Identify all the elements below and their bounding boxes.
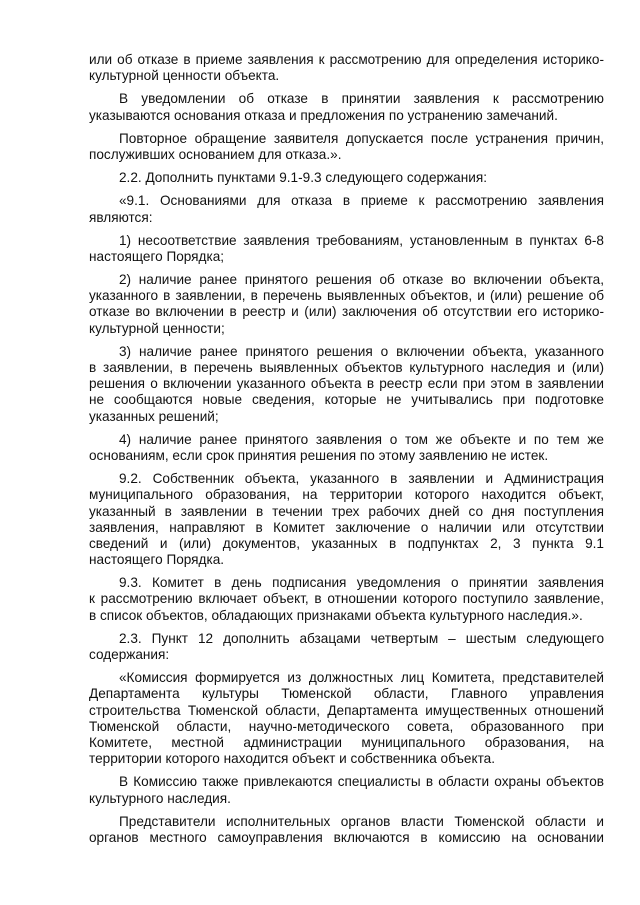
- paragraph: [89, 193, 604, 225]
- text-line: настоящего Порядка;: [89, 248, 225, 264]
- paragraph: [89, 170, 604, 186]
- text-line: муниципального образования, на территории которого находится объект,: [89, 487, 604, 503]
- text-line: «Комиссия формируется из должностных лиц Комитета, представителей: [119, 670, 604, 686]
- text-line: культурной ценности;: [89, 320, 225, 336]
- text-line: Представители исполнительных органов власти Тюменской области и: [119, 813, 604, 829]
- paragraph: [89, 631, 604, 663]
- text-line: 2.2. Дополнить пунктами 9.1-9.3 следующего содержания:: [119, 170, 487, 186]
- text-line: указанного в заявлении, в перечень выявленных объектов, и (или) решение об: [89, 288, 604, 304]
- text-line: органов местного самоуправления включаются в комиссию на основании: [89, 829, 604, 845]
- text-line: 2) наличие ранее принятого решения об отказе во включении объекта,: [119, 272, 604, 288]
- text-line: 1) несоответствие заявления требованиям, установленным в пунктах 6-8: [119, 232, 604, 248]
- text-line: в список объектов, обладающих признаками объекта культурного наследия.».: [89, 607, 583, 623]
- text-line: к рассмотрению включает объект, в отношении которого поступило заявление,: [89, 591, 604, 607]
- text-line: 9.3. Комитет в день подписания уведомления о принятии заявления: [119, 575, 604, 591]
- text-line: указываются основания отказа и предложения по устранению замечаний.: [89, 107, 558, 123]
- paragraph: [89, 575, 604, 624]
- text-line: Департамента культуры Тюменской области, Главного управления: [89, 686, 604, 702]
- text-line: послуживших основанием для отказа.».: [89, 146, 342, 162]
- text-line: 4) наличие ранее принятого заявления о том же объекте и по тем же: [119, 431, 604, 447]
- text-line: Повторное обращение заявителя допускается после устранения причин,: [119, 130, 604, 146]
- text-line: основаниям, если срок принятия решения по этому заявлению не истек.: [89, 447, 549, 463]
- text-line: Тюменской области, научно-методического совета, образованного при: [89, 718, 604, 734]
- text-line: строительства Тюменской области, Департамента имущественных отношений: [89, 702, 604, 718]
- text-line: или об отказе в приеме заявления к рассмотрению для определения историко-: [89, 52, 604, 67]
- paragraph: [89, 471, 604, 568]
- text-line: культурной ценности объекта.: [89, 68, 280, 84]
- text-line: В Комиссию также привлекаются специалисты в области охраны объектов: [119, 774, 604, 790]
- paragraph: [89, 774, 604, 806]
- text-line: в заявлении, в перечень выявленных объектов культурного наследия и (или): [89, 360, 604, 375]
- paragraph: [89, 432, 604, 464]
- paragraph: [89, 670, 604, 767]
- text-line: указанный в заявлении в течении трех рабочих дней со дня поступления: [89, 503, 604, 519]
- text-line: 2.3. Пункт 12 дополнить абзацами четвертым – шестым следующего: [119, 630, 604, 646]
- text-line: В уведомлении об отказе в принятии заявления к рассмотрению: [119, 91, 604, 107]
- paragraph: [89, 814, 604, 846]
- text-line: являются:: [89, 209, 153, 225]
- text-line: указанных решений;: [89, 408, 219, 424]
- text-line: решения о включении указанного объекта в реестр если при этом в заявлении: [89, 376, 604, 392]
- text-line: 9.2. Собственник объекта, указанного в заявлении и Администрация: [119, 471, 604, 487]
- text-line: не сообщаются новые сведения, которые не учитывались при подготовке: [89, 392, 604, 408]
- paragraph: [89, 272, 604, 337]
- paragraph: [89, 344, 604, 425]
- text-line: территории которого находится объект и собственника объекта.: [89, 751, 495, 767]
- paragraph: [89, 52, 604, 84]
- text-line: заявления, направляют в Комитет заключение о наличии или отсутствии: [89, 519, 604, 535]
- text-line: отказе во включении в реестр и (или) заключения об отсутствии его историко-: [89, 304, 604, 320]
- paragraph: [89, 91, 604, 123]
- text-line: Комитете, местной администрации муниципального образования, на: [89, 734, 604, 750]
- paragraph: [89, 233, 604, 265]
- text-line: содержания:: [89, 647, 170, 662]
- text-line: настоящего Порядка.: [89, 552, 225, 568]
- text-line: 3) наличие ранее принятого решения о включении объекта, указанного: [119, 343, 604, 359]
- paragraph: [89, 131, 604, 163]
- text-line: культурного наследия.: [89, 790, 231, 806]
- text-line: «9.1. Основаниями для отказа в приеме к рассмотрению заявления: [119, 193, 604, 209]
- document-page: [89, 52, 604, 853]
- text-line: сведений и (или) документов, указанных в подпунктах 2, 3 пункта 9.1: [89, 535, 604, 551]
